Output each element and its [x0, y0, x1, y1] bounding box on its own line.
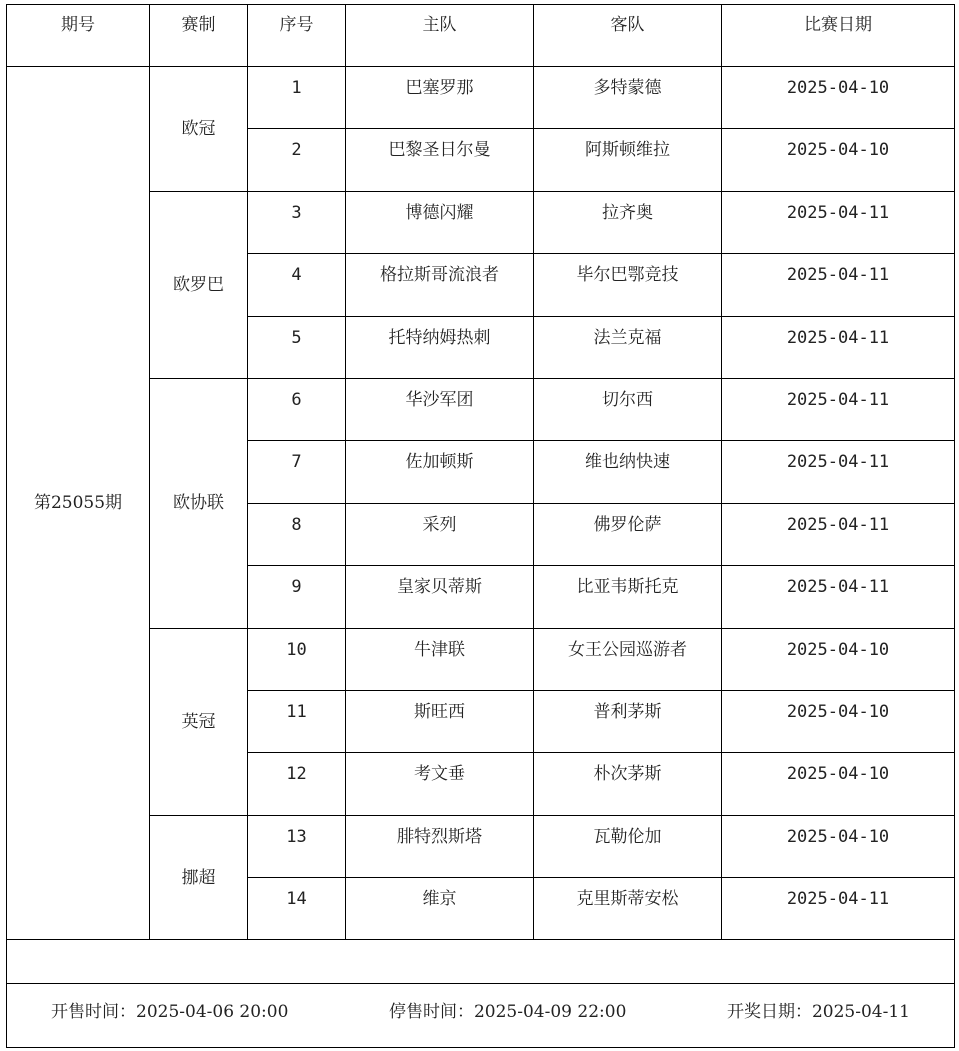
away-team-cell: 克里斯蒂安松 [534, 878, 722, 940]
seq-cell: 1 [248, 67, 346, 129]
seq-cell: 5 [248, 316, 346, 378]
away-team-cell: 女王公园巡游者 [534, 628, 722, 690]
header-match-date: 比赛日期 [722, 5, 955, 67]
home-team-cell: 皇家贝蒂斯 [346, 566, 534, 628]
home-team-cell: 采列 [346, 503, 534, 565]
period-cell: 第25055期 [7, 67, 150, 940]
header-competition: 赛制 [150, 5, 248, 67]
home-team-cell: 维京 [346, 878, 534, 940]
away-team-cell: 普利茅斯 [534, 690, 722, 752]
away-team-cell: 维也纳快速 [534, 441, 722, 503]
table-row [7, 628, 955, 690]
home-team-cell: 佐加顿斯 [346, 441, 534, 503]
home-team-cell: 考文垂 [346, 753, 534, 815]
home-team-cell: 华沙军团 [346, 378, 534, 440]
header-home-team: 主队 [346, 5, 534, 67]
match-date-cell: 2025-04-11 [722, 191, 955, 253]
table-row [7, 378, 955, 440]
table-header-row [7, 5, 955, 67]
match-date-cell: 2025-04-10 [722, 815, 955, 877]
seq-cell: 3 [248, 191, 346, 253]
seq-cell: 4 [248, 254, 346, 316]
competition-cell: 欧冠 [150, 67, 248, 192]
home-team-cell: 牛津联 [346, 628, 534, 690]
seq-cell: 13 [248, 815, 346, 877]
seq-cell: 12 [248, 753, 346, 815]
match-date-cell: 2025-04-11 [722, 566, 955, 628]
match-date-cell: 2025-04-10 [722, 690, 955, 752]
seq-cell: 11 [248, 690, 346, 752]
home-team-cell: 斯旺西 [346, 690, 534, 752]
away-team-cell: 比亚韦斯托克 [534, 566, 722, 628]
seq-cell: 10 [248, 628, 346, 690]
seq-cell: 14 [248, 878, 346, 940]
sale-start-time: 开售时间：2025-04-06 20:00 [51, 1001, 289, 1022]
match-date-cell: 2025-04-11 [722, 441, 955, 503]
away-team-cell: 多特蒙德 [534, 67, 722, 129]
home-team-cell: 格拉斯哥流浪者 [346, 254, 534, 316]
competition-cell: 英冠 [150, 628, 248, 815]
away-team-cell: 朴次茅斯 [534, 753, 722, 815]
match-date-cell: 2025-04-10 [722, 628, 955, 690]
table-row [7, 815, 955, 877]
seq-cell: 6 [248, 378, 346, 440]
header-away-team: 客队 [534, 5, 722, 67]
match-schedule-table [6, 4, 955, 1048]
seq-cell: 2 [248, 129, 346, 191]
home-team-cell: 托特纳姆热刺 [346, 316, 534, 378]
match-date-cell: 2025-04-10 [722, 129, 955, 191]
away-team-cell: 法兰克福 [534, 316, 722, 378]
away-team-cell: 拉齐奥 [534, 191, 722, 253]
table-row [7, 67, 955, 129]
match-date-cell: 2025-04-11 [722, 378, 955, 440]
competition-cell: 欧罗巴 [150, 191, 248, 378]
match-date-cell: 2025-04-11 [722, 254, 955, 316]
header-period: 期号 [7, 5, 150, 67]
match-date-cell: 2025-04-11 [722, 878, 955, 940]
header-seq: 序号 [248, 5, 346, 67]
home-team-cell: 巴黎圣日尔曼 [346, 129, 534, 191]
match-date-cell: 2025-04-10 [722, 753, 955, 815]
table-row [7, 191, 955, 253]
away-team-cell: 毕尔巴鄂竞技 [534, 254, 722, 316]
schedule-body [7, 67, 955, 940]
match-date-cell: 2025-04-11 [722, 503, 955, 565]
footer-row [7, 984, 955, 1048]
home-team-cell: 腓特烈斯塔 [346, 815, 534, 877]
away-team-cell: 切尔西 [534, 378, 722, 440]
home-team-cell: 博德闪耀 [346, 191, 534, 253]
away-team-cell: 佛罗伦萨 [534, 503, 722, 565]
away-team-cell: 阿斯顿维拉 [534, 129, 722, 191]
away-team-cell: 瓦勒伦加 [534, 815, 722, 877]
footer-cell [7, 984, 955, 1048]
sale-stop-time: 停售时间：2025-04-09 22:00 [388, 1001, 627, 1022]
match-date-cell: 2025-04-11 [722, 316, 955, 378]
competition-cell: 欧协联 [150, 378, 248, 628]
home-team-cell: 巴塞罗那 [346, 67, 534, 129]
match-date-cell: 2025-04-10 [722, 67, 955, 129]
blank-row [7, 940, 955, 984]
draw-date: 开奖日期：2025-04-11 [726, 1001, 910, 1022]
blank-cell [7, 940, 955, 984]
seq-cell: 9 [248, 566, 346, 628]
competition-cell: 挪超 [150, 815, 248, 940]
seq-cell: 7 [248, 441, 346, 503]
seq-cell: 8 [248, 503, 346, 565]
